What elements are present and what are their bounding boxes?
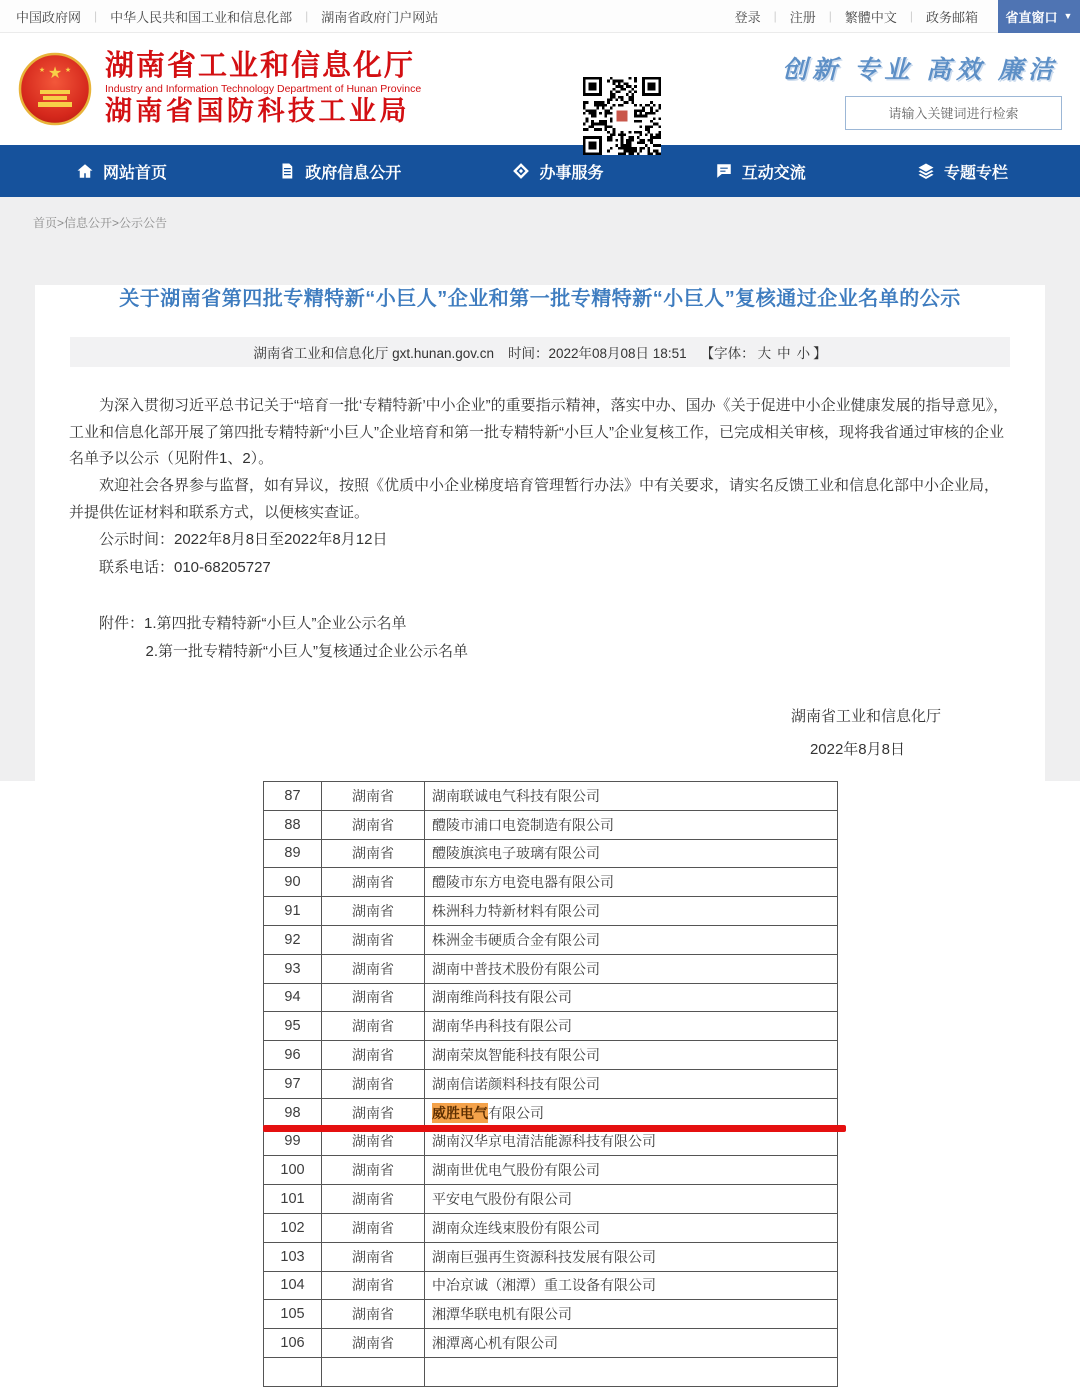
table-row xyxy=(264,1128,837,1157)
nav-item-special-columns[interactable] xyxy=(917,160,1008,183)
row-number: 98 xyxy=(264,1099,322,1127)
table-row xyxy=(264,840,837,869)
row-number: 103 xyxy=(264,1243,322,1271)
table-row xyxy=(264,1070,837,1099)
row-number: 88 xyxy=(264,811,322,839)
row-number: 87 xyxy=(264,782,322,810)
row-province: 湖南省 xyxy=(322,811,425,839)
svg-text:★: ★ xyxy=(64,66,72,74)
row-province: 湖南省 xyxy=(322,1012,425,1040)
row-company: 湖南荣岚智能科技有限公司 xyxy=(432,1047,600,1064)
table-row xyxy=(264,1358,837,1387)
site-header xyxy=(0,33,1080,145)
nav-label: 政府信息公开 xyxy=(305,164,402,182)
row-number: 104 xyxy=(264,1272,322,1300)
row-company: 湘潭离心机有限公司 xyxy=(432,1335,558,1352)
row-province: 湖南省 xyxy=(322,926,425,954)
highlighted-company-text: 威胜电气 xyxy=(432,1104,488,1121)
paragraph: 欢迎社会各界参与监督，如有异议，按照《优质中小企业梯度培育管理暂行办法》中有关要求，请实名反馈工业和信息化部中小企业局，并提供佐证材料和联系方式，以便核实查证。 xyxy=(69,477,1000,521)
publicity-period: 公示时间：2022年8月8日至2022年8月12日 xyxy=(99,531,388,549)
traditional-chinese-link[interactable]: 繁體中文 xyxy=(844,9,897,25)
row-province: 湖南省 xyxy=(322,1128,425,1156)
row-number: 92 xyxy=(264,926,322,954)
row-province: 湖南省 xyxy=(322,1300,425,1328)
row-company: 醴陵市东方电瓷电器有限公司 xyxy=(432,874,614,891)
table-row xyxy=(264,897,837,926)
article-card xyxy=(35,285,1045,781)
row-number: 99 xyxy=(264,1128,322,1156)
row-province: 湖南省 xyxy=(322,1099,425,1127)
row-number: 106 xyxy=(264,1329,322,1357)
qr-code xyxy=(583,77,661,155)
table-row xyxy=(264,1185,837,1214)
gov-mail-link[interactable]: 政务邮箱 xyxy=(925,9,978,25)
table-row xyxy=(264,1012,837,1041)
table-row xyxy=(264,782,837,811)
row-number: 100 xyxy=(264,1156,322,1184)
row-province: 湖南省 xyxy=(322,1214,425,1242)
row-number: 95 xyxy=(264,1012,322,1040)
service-icon xyxy=(512,162,530,180)
chat-icon xyxy=(715,162,733,180)
topbar-right-links xyxy=(735,0,1080,33)
table-row xyxy=(264,1243,837,1272)
svg-text:★: ★ xyxy=(47,64,63,82)
row-company: 湖南众连线束股份有限公司 xyxy=(432,1219,600,1236)
table-row xyxy=(264,1041,837,1070)
main-nav xyxy=(0,145,1080,197)
row-province: 湖南省 xyxy=(322,868,425,896)
table-band xyxy=(0,781,1080,1387)
separator: | xyxy=(305,9,309,23)
row-number: 91 xyxy=(264,897,322,925)
link-miit[interactable]: 中华人民共和国工业和信息化部 xyxy=(110,9,293,25)
font-size-small[interactable]: 小 xyxy=(796,346,811,361)
contact-phone: 联系电话：010-68205727 xyxy=(99,559,271,577)
row-number: 101 xyxy=(264,1185,322,1213)
row-province: 湖南省 xyxy=(322,1329,425,1357)
row-company: 湖南信诺颜料科技有限公司 xyxy=(432,1075,600,1092)
row-company: 湖南维尚科技有限公司 xyxy=(432,989,572,1006)
separator: | xyxy=(909,9,913,23)
row-province: 湖南省 xyxy=(322,782,425,810)
nav-item-gov-info[interactable] xyxy=(278,160,401,183)
row-province: 湖南省 xyxy=(322,1156,425,1184)
signature-date: 2022年8月8日 xyxy=(809,740,905,758)
breadcrumb-path: 首页>信息公开>公示公告 xyxy=(33,216,168,230)
table-row xyxy=(264,955,837,984)
row-province: 湖南省 xyxy=(322,984,425,1012)
attachments xyxy=(69,610,1011,667)
document-icon xyxy=(278,162,296,180)
row-province: 湖南省 xyxy=(322,1041,425,1069)
page-title: 关于湖南省第四批专精特新“小巨人”企业和第一批专精特新“小巨人”复核通过企业名单的公示 xyxy=(119,288,961,310)
table-row xyxy=(264,984,837,1013)
row-number: 89 xyxy=(264,840,322,868)
row-number: 94 xyxy=(264,984,322,1012)
row-number: 97 xyxy=(264,1070,322,1098)
table-row xyxy=(264,1099,837,1128)
row-province: 湖南省 xyxy=(322,1243,425,1271)
row-number: 93 xyxy=(264,955,322,983)
row-province: 湖南省 xyxy=(322,840,425,868)
row-province: 湖南省 xyxy=(322,955,425,983)
company-table xyxy=(263,781,838,1387)
paragraph: 为深入贯彻习近平总书记关于“培育一批‘专精特新’中小企业”的重要指示精神，落实中办、国办《关于促进中小企业健康发展的指导意见》，工业和信息化部开展了第四批专精特新“小巨人”企业培育和第一批专精特新“小巨人”企业复核工作，已完成相关审核，现将我省通过审核的企业名单予以公示（见附件1、2）。 xyxy=(69,397,1009,468)
nav-label: 办事服务 xyxy=(539,164,604,182)
row-company: 醴陵市浦口电瓷制造有限公司 xyxy=(432,816,614,833)
table-row xyxy=(264,1214,837,1243)
separator: | xyxy=(828,9,832,23)
chevron-down-icon: ▼ xyxy=(1063,11,1073,21)
row-company: 湖南巨强再生资源科技发展有限公司 xyxy=(432,1248,656,1265)
table-row xyxy=(264,1329,837,1358)
row-company: 中冶京诚（湘潭）重工设备有限公司 xyxy=(432,1277,656,1294)
row-number: 102 xyxy=(264,1214,322,1242)
row-number: 90 xyxy=(264,868,322,896)
row-number: 96 xyxy=(264,1041,322,1069)
table-row xyxy=(264,926,837,955)
nav-label: 专题专栏 xyxy=(943,164,1008,182)
slogan-text: 创新 专业 高效 廉洁 xyxy=(782,56,1058,84)
org-title-en: Industry and Information Technology Department of Hunan Province xyxy=(105,82,422,95)
row-number xyxy=(264,1358,322,1386)
site-search xyxy=(845,96,1062,130)
nav-item-home[interactable] xyxy=(76,160,167,183)
link-hunan-portal[interactable]: 湖南省政府门户网站 xyxy=(321,9,439,25)
national-emblem-icon xyxy=(18,52,92,126)
table-row xyxy=(264,868,837,897)
row-company: 平安电气股份有限公司 xyxy=(432,1191,572,1208)
register-link[interactable]: 注册 xyxy=(789,9,816,25)
separator: | xyxy=(94,9,98,23)
top-utility-bar xyxy=(0,0,1080,33)
row-province: 湖南省 xyxy=(322,1272,425,1300)
font-size-large[interactable]: 大 xyxy=(757,346,772,361)
row-company: 醴陵旗滨电子玻璃有限公司 xyxy=(432,845,600,862)
row-province xyxy=(322,1358,425,1386)
article-meta-bar xyxy=(70,337,1010,367)
org-title2-cn: 湖南省国防科技工业局 xyxy=(105,96,410,127)
columns-icon xyxy=(917,162,935,180)
signature-org: 湖南省工业和信息化厅 xyxy=(790,707,941,725)
site-logo[interactable] xyxy=(18,51,421,127)
login-link[interactable]: 登录 xyxy=(734,9,761,25)
header-right xyxy=(782,48,1080,130)
home-icon xyxy=(76,162,94,180)
breadcrumb[interactable] xyxy=(0,197,1080,243)
table-row xyxy=(264,1272,837,1301)
content-zone xyxy=(0,197,1080,781)
company-table-body xyxy=(264,782,837,1387)
org-title-cn: 湖南省工业和信息化厅 xyxy=(105,50,416,83)
nav-item-services[interactable] xyxy=(512,160,603,183)
font-size-medium[interactable]: 中 xyxy=(777,346,791,361)
nav-label: 互动交流 xyxy=(741,164,806,182)
row-company xyxy=(425,1358,837,1386)
search-input[interactable] xyxy=(846,97,1061,129)
nav-label: 网站首页 xyxy=(103,164,168,182)
table-row xyxy=(264,1300,837,1329)
attachment-link-1[interactable]: 1.第四批专精特新“小巨人”企业公示名单 xyxy=(144,614,407,632)
row-company: 湖南世优电气股份有限公司 xyxy=(432,1162,600,1179)
article-body xyxy=(35,367,1045,759)
row-company: 株洲金韦硬质合金有限公司 xyxy=(432,931,600,948)
row-province: 湖南省 xyxy=(322,1070,425,1098)
font-size-label: 【字体： xyxy=(700,346,755,361)
table-row xyxy=(264,811,837,840)
nav-item-interaction[interactable] xyxy=(715,160,806,183)
link-china-gov[interactable]: 中国政府网 xyxy=(16,9,82,25)
row-company: 湘潭华联电机有限公司 xyxy=(432,1306,572,1323)
row-company: 株洲科力特新材料有限公司 xyxy=(432,903,600,920)
attachment-link-2[interactable]: 2.第一批专精特新“小巨人”复核通过企业公示名单 xyxy=(145,643,469,661)
article-source: 湖南省工业和信息化厅 gxt.hunan.gov.cn xyxy=(253,346,494,361)
portal-button-label: 省直窗口 xyxy=(1005,9,1058,25)
attachments-label: 附件： xyxy=(99,614,145,632)
row-company: 湖南联诚电气科技有限公司 xyxy=(432,787,600,804)
row-company: 湖南中普技术股份有限公司 xyxy=(432,960,600,977)
row-number: 105 xyxy=(264,1300,322,1328)
provincial-portal-dropdown[interactable] xyxy=(998,0,1080,33)
table-row xyxy=(264,1156,837,1185)
font-size-label-end: 】 xyxy=(813,346,827,361)
article-time: 时间：2022年08月08日 18:51 xyxy=(507,346,687,361)
svg-text:★: ★ xyxy=(38,66,46,74)
separator: | xyxy=(773,9,777,23)
org-titles xyxy=(105,51,421,127)
row-company: 湖南汉华京电清洁能源科技有限公司 xyxy=(432,1133,656,1150)
row-company: 威胜电气 有限公司 xyxy=(432,1104,544,1121)
row-company: 湖南华冉科技有限公司 xyxy=(432,1018,572,1035)
row-province: 湖南省 xyxy=(322,1185,425,1213)
row-province: 湖南省 xyxy=(322,897,425,925)
